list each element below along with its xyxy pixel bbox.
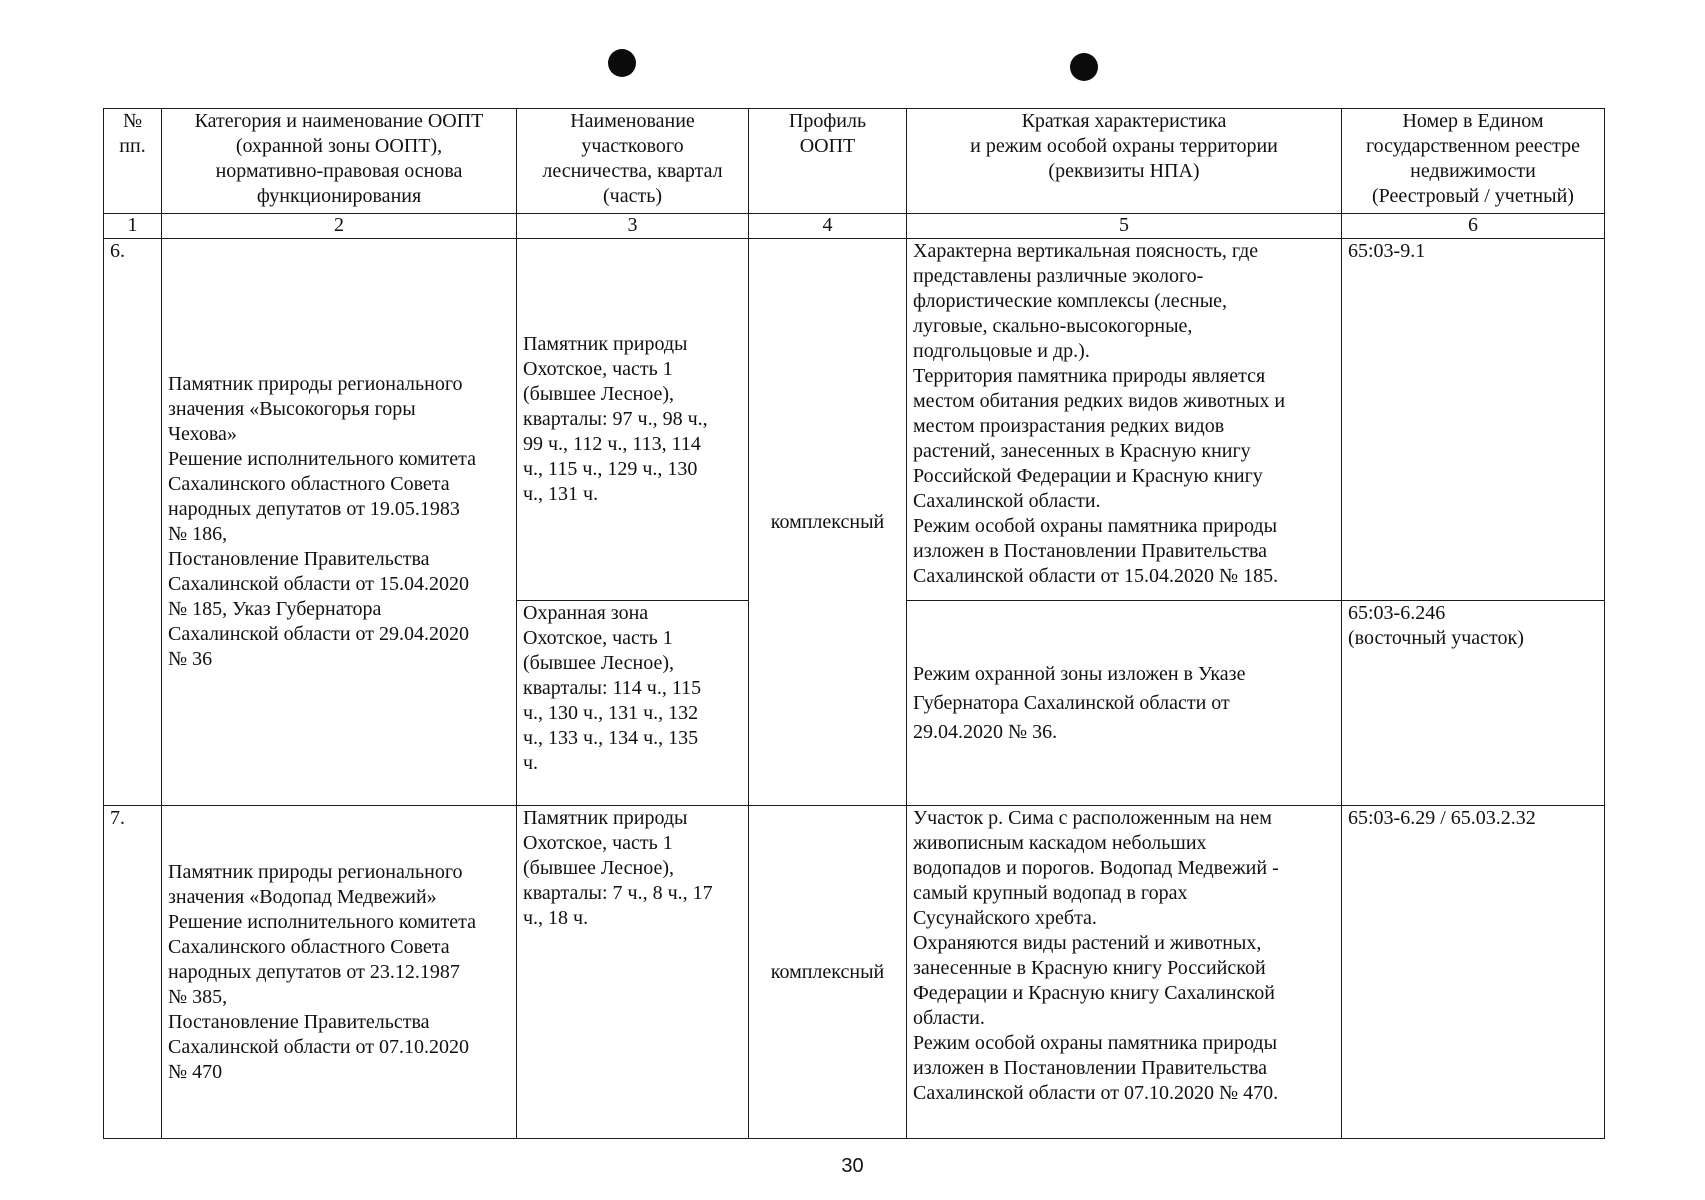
row-description-zone: Режим охранной зоны изложен в Указе Губернатора Сахалинской области от 29.04.2020 № 36. bbox=[907, 601, 1342, 806]
row-forestry: Памятник природы Охотское, часть 1 (бывшее Лесное), кварталы: 97 ч., 98 ч., 99 ч., 112 ч., 113, 114 ч., 115 ч., 129 ч., 130 ч., 131 ч. bbox=[517, 239, 749, 601]
row-registry: 65:03-9.1 bbox=[1342, 239, 1605, 601]
header-profile: Профиль ООПТ bbox=[749, 109, 907, 214]
row-description: Участок р. Сима с расположенным на нем живописным каскадом небольших водопадов и порогов. Водопад Медвежий - самый крупный водопад в горах Сусунайского хребта. Охраняются виды растений и животных, занесенные в Красную книгу Российской Федерации и Красную книгу Сахалинской области. Режим особой охраны памятника природы изложен в Постановлении Правительства Сахалинской области от 07.10.2020 № 470. bbox=[907, 806, 1342, 1139]
column-number: 3 bbox=[517, 214, 749, 239]
row-forestry: Памятник природы Охотское, часть 1 (бывшее Лесное), кварталы: 7 ч., 8 ч., 17 ч., 18 ч. bbox=[517, 806, 749, 1139]
punch-hole-right bbox=[1070, 53, 1098, 81]
row-registry: 65:03-6.29 / 65.03.2.32 bbox=[1342, 806, 1605, 1139]
column-number: 2 bbox=[162, 214, 517, 239]
header-forestry: Наименование участкового лесничества, квартал (часть) bbox=[517, 109, 749, 214]
row-profile: комплексный bbox=[749, 239, 907, 806]
oopt-table bbox=[103, 108, 1605, 1139]
column-numbers-row bbox=[104, 214, 1605, 239]
page-number: 30 bbox=[841, 1155, 864, 1177]
row-number: 6. bbox=[104, 239, 162, 806]
header-category: Категория и наименование ООПТ (охранной зоны ООПТ), нормативно-правовая основа функционирования bbox=[162, 109, 517, 214]
row-forestry-zone: Охранная зона Охотское, часть 1 (бывшее Лесное), кварталы: 114 ч., 115 ч., 130 ч., 131 ч., 132 ч., 133 ч., 134 ч., 135 ч. bbox=[517, 601, 749, 806]
row-category: Памятник природы регионального значения «Водопад Медвежий» Решение исполнительного комитета Сахалинского областного Совета народных депутатов от 23.12.1987 № 385, Постановление Правительства Сахалинской области от 07.10.2020 № 470 bbox=[162, 806, 517, 1139]
header-registry: Номер в Едином государственном реестре недвижимости (Реестровый / учетный) bbox=[1342, 109, 1605, 214]
row-category: Памятник природы регионального значения «Высокогорья горы Чехова» Решение исполнительного комитета Сахалинского областного Совета народных депутатов от 19.05.1983 № 186, Постановление Правительства Сахалинской области от 15.04.2020 № 185, Указ Губернатора Сахалинской области от 29.04.2020 № 36 bbox=[162, 239, 517, 806]
row-number: 7. bbox=[104, 806, 162, 1139]
row-registry-zone: 65:03-6.246 (восточный участок) bbox=[1342, 601, 1605, 806]
column-number: 6 bbox=[1342, 214, 1605, 239]
row-profile: комплексный bbox=[749, 806, 907, 1139]
column-number: 4 bbox=[749, 214, 907, 239]
row-description: Характерна вертикальная поясность, где представлены различные эколого- флористические комплексы (лесные, луговые, скально-высокогорные, подгольцовые и др.). Территория памятника природы является местом обитания редких видов животных и местом произрастания редких видов растений, занесенных в Красную книгу Российской Федерации и Красную книгу Сахалинской области. Режим особой охраны памятника природы изложен в Постановлении Правительства Сахалинской области от 15.04.2020 № 185. bbox=[907, 239, 1342, 601]
header-description: Краткая характеристика и режим особой охраны территории (реквизиты НПА) bbox=[907, 109, 1342, 214]
column-number: 1 bbox=[104, 214, 162, 239]
table-row bbox=[104, 239, 1605, 601]
header-number: № пп. bbox=[104, 109, 162, 214]
punch-hole-left bbox=[608, 49, 636, 77]
table-header-row bbox=[104, 109, 1605, 214]
column-number: 5 bbox=[907, 214, 1342, 239]
table-row bbox=[104, 806, 1605, 1139]
